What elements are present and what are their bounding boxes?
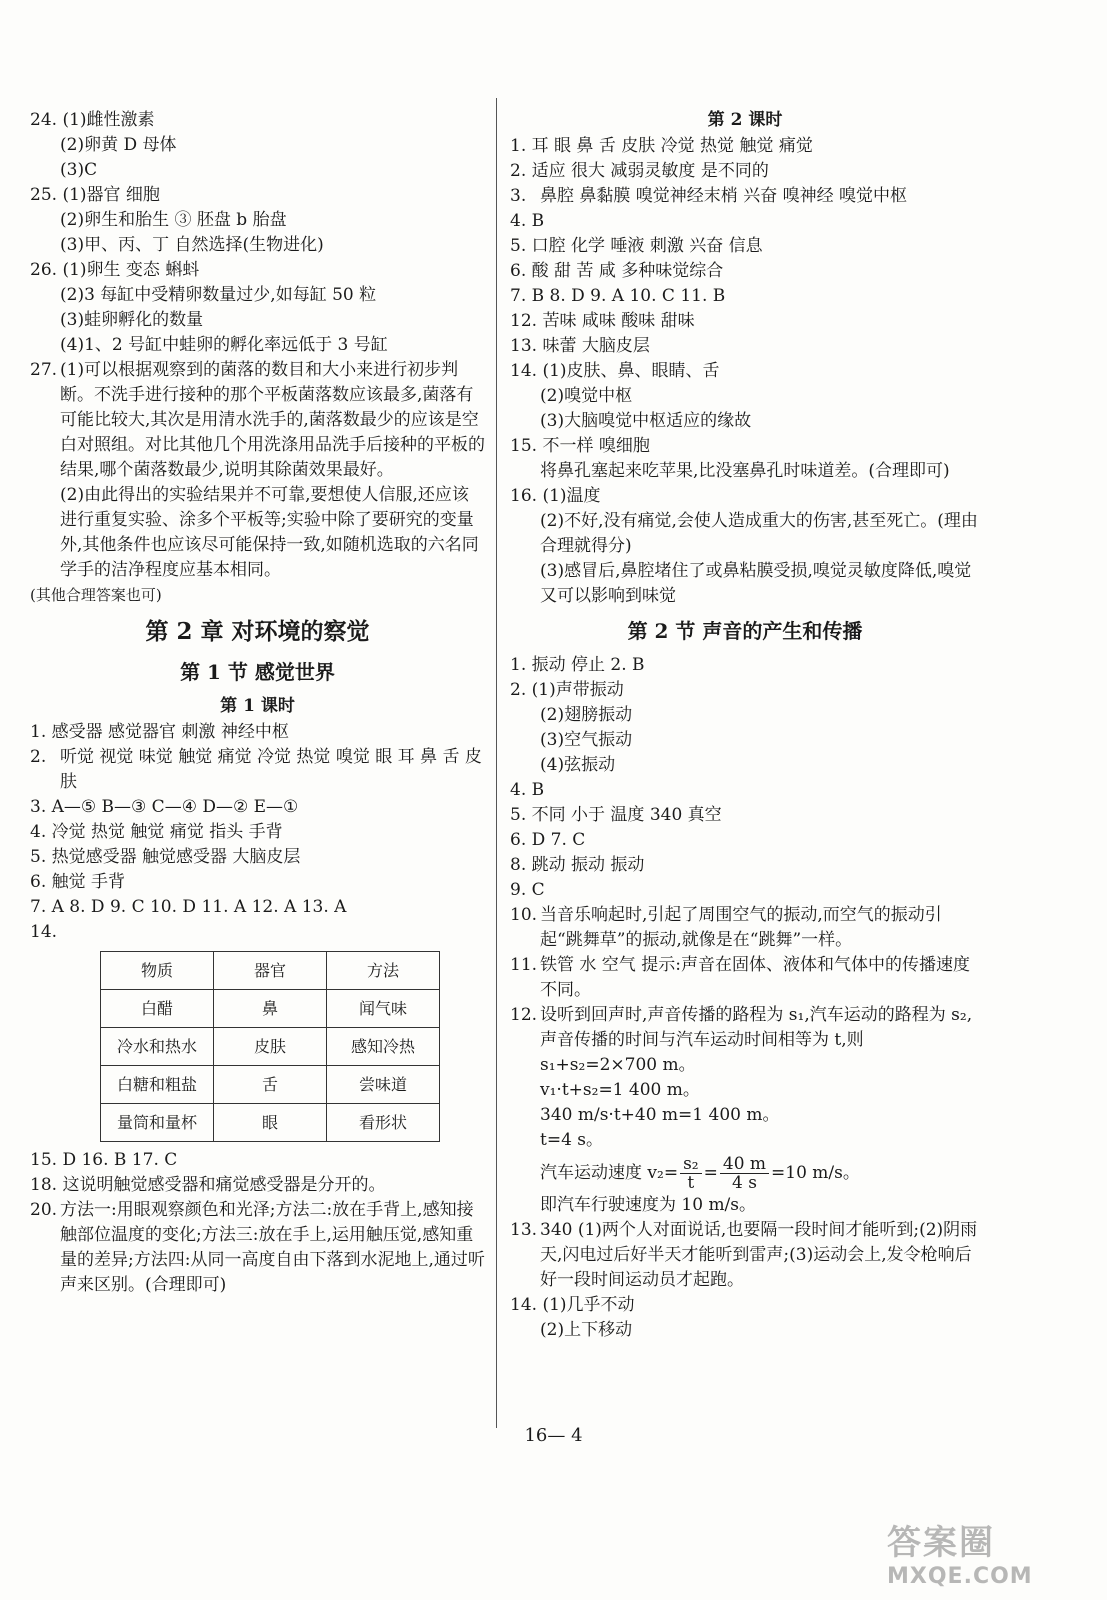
item-number: 13. bbox=[510, 1220, 538, 1240]
watermark-url: MXQE.COM bbox=[887, 1564, 1033, 1589]
speed-formula bbox=[540, 1153, 980, 1193]
answer-line: 26. (1)卵生 变态 蝌蚪 bbox=[30, 260, 200, 280]
table-cell: 感知冷热 bbox=[327, 1028, 440, 1066]
answer-text: 鼻腔 鼻黏膜 嗅觉神经末梢 兴奋 嗅神经 嗅觉中枢 bbox=[540, 186, 908, 206]
answer-paragraph: (2)由此得出的实验结果并不可靠,要想使人信服,还应该进行重复实验、涂多个平板等;实验中除了要研究的变量外,其他条件也应该尽可能保持一致,如随机选取的六名同学手的洁净程度应基本相同。 bbox=[60, 485, 479, 580]
table-cell: 闻气味 bbox=[327, 990, 440, 1028]
answer-line: 3. A—⑤ B—③ C—④ D—② E—① bbox=[30, 797, 299, 817]
answer-line: (4)1、2 号缸中蛙卵的孵化率远低于 3 号缸 bbox=[60, 335, 388, 355]
answer-line: 8. 跳动 振动 振动 bbox=[510, 855, 645, 875]
answer-line: (2)嗅觉中枢 bbox=[540, 386, 633, 406]
table-row bbox=[101, 990, 440, 1028]
item-number: 27. bbox=[30, 360, 58, 380]
answer-item-13 bbox=[510, 1218, 980, 1293]
answer-line: 24. (1)雌性激素 bbox=[30, 110, 155, 130]
answer-line: 14. (1)几乎不动 bbox=[510, 1295, 635, 1315]
table-cell: 白醋 bbox=[101, 990, 214, 1028]
answer-line: 7. B 8. D 9. A 10. C 11. B bbox=[510, 286, 726, 306]
answer-line: 14. (1)皮肤、鼻、眼睛、舌 bbox=[510, 361, 720, 381]
section-title: 第 1 节 感觉世界 bbox=[180, 660, 335, 684]
answer-text: 当音乐响起时,引起了周围空气的振动,而空气的振动引起“跳舞草”的振动,就像是在“跳舞”一样。 bbox=[540, 905, 942, 950]
right-column bbox=[510, 108, 980, 1343]
table-cell: 鼻 bbox=[214, 990, 327, 1028]
equation-line: t=4 s。 bbox=[540, 1130, 604, 1150]
table-cell: 尝味道 bbox=[327, 1066, 440, 1104]
table-row bbox=[101, 1028, 440, 1066]
answer-line: (3)甲、丙、丁 自然选择(生物进化) bbox=[60, 235, 324, 255]
answer-line: 1. 感受器 感觉器官 刺激 神经中枢 bbox=[30, 722, 289, 742]
item-number: 10. bbox=[510, 905, 538, 925]
answer-note: (其他合理答案也可) bbox=[30, 586, 162, 604]
answer-line: 即汽车行驶速度为 10 m/s。 bbox=[540, 1195, 757, 1215]
answer-line: (3)蛙卵孵化的数量 bbox=[60, 310, 204, 330]
column-divider bbox=[496, 98, 497, 1428]
answer-line: (3)大脑嗅觉中枢适应的缘故 bbox=[540, 411, 752, 431]
answer-line: 6. 触觉 手背 bbox=[30, 872, 126, 892]
table-cell: 皮肤 bbox=[214, 1028, 327, 1066]
answer-line: 4. 冷觉 热觉 触觉 痛觉 指头 手背 bbox=[30, 822, 283, 842]
table-cell: 眼 bbox=[214, 1104, 327, 1142]
table-cell: 舌 bbox=[214, 1066, 327, 1104]
item-number: 2. bbox=[30, 747, 47, 767]
fraction bbox=[720, 1155, 769, 1192]
table-cell: 白糖和粗盐 bbox=[101, 1066, 214, 1104]
senses-table bbox=[100, 951, 440, 1142]
table-header-cell: 物质 bbox=[101, 952, 214, 990]
answer-line: (3)C bbox=[60, 160, 98, 180]
answer-line: 5. 不同 小于 温度 340 真空 bbox=[510, 805, 722, 825]
answer-line: 13. 味蕾 大脑皮层 bbox=[510, 336, 650, 356]
answer-text: (2)不好,没有痛觉,会使人造成重大的伤害,甚至死亡。(理由合理就得分) bbox=[540, 511, 978, 556]
answer-line: (2)3 每缸中受精卵数量过少,如每缸 50 粒 bbox=[60, 285, 377, 305]
answer-line: 9. C bbox=[510, 880, 545, 900]
answer-line: 1. 振动 停止 2. B bbox=[510, 655, 645, 675]
watermark-text: 答案圈 bbox=[887, 1523, 995, 1563]
item-number: 3. bbox=[510, 186, 527, 206]
table-cell: 看形状 bbox=[327, 1104, 440, 1142]
answer-item-20 bbox=[30, 1198, 485, 1298]
answer-item-11 bbox=[510, 953, 980, 1003]
answer-line: 12. 苦味 咸味 酸味 甜味 bbox=[510, 311, 695, 331]
lesson-title: 第 2 课时 bbox=[707, 110, 783, 130]
equation-line: v₁·t+s₂=1 400 m。 bbox=[540, 1080, 700, 1100]
answer-line: 15. 不一样 嗅细胞 bbox=[510, 436, 650, 456]
answer-line: 18. 这说明触觉感受器和痛觉感受器是分开的。 bbox=[30, 1175, 386, 1195]
answer-text: 设听到回声时,声音传播的路程为 s₁,汽车运动的路程为 s₂,声音传播的时间与汽车运动时间相等为 t,则 bbox=[540, 1005, 973, 1050]
answer-line: (2)翅膀振动 bbox=[540, 705, 633, 725]
answer-line: (2)卵黄 D 母体 bbox=[60, 135, 177, 155]
answer-line: (2)上下移动 bbox=[540, 1320, 633, 1340]
lesson-title: 第 1 课时 bbox=[220, 696, 295, 716]
table-cell: 量筒和量杯 bbox=[101, 1104, 214, 1142]
table-cell: 冷水和热水 bbox=[101, 1028, 214, 1066]
answer-line: 16. (1)温度 bbox=[510, 486, 601, 506]
table-row bbox=[101, 1066, 440, 1104]
answer-item-2 bbox=[30, 745, 485, 795]
answer-text: 铁管 水 空气 提示:声音在固体、液体和气体中的传播速度不同。 bbox=[540, 955, 970, 1000]
answer-text: 340 (1)两个人对面说话,也要隔一段时间才能听到;(2)阴雨天,闪电过后好半天才能听到雷声;(3)运动会上,发令枪响后好一段时间运动员才起跑。 bbox=[540, 1220, 978, 1290]
answer-line: 14. bbox=[30, 922, 58, 942]
watermark-logo bbox=[887, 1515, 1087, 1595]
answer-line: 2. (1)声带振动 bbox=[510, 680, 624, 700]
answer-text: 方法一:用眼观察颜色和光泽;方法二:放在手背上,感知接触部位温度的变化;方法三:放在手上,运用触压觉,感知重量的差异;方法四:从同一高度自由下落到水泥地上,通过听声来区别。(合理即可) bbox=[60, 1200, 485, 1295]
formula-label: 汽车运动速度 v₂= bbox=[540, 1163, 679, 1183]
answer-line: 15. D 16. B 17. C bbox=[30, 1150, 178, 1170]
answer-line: 7. A 8. D 9. C 10. D 11. A 12. A 13. A bbox=[30, 897, 347, 917]
answer-line: (4)弦振动 bbox=[540, 755, 616, 775]
fraction bbox=[680, 1155, 702, 1192]
answer-line: 25. (1)器官 细胞 bbox=[30, 185, 160, 205]
page-number: 16— 4 bbox=[524, 1425, 583, 1446]
answer-line: 5. 热觉感受器 触觉感受器 大脑皮层 bbox=[30, 847, 301, 867]
answer-paragraph: (1)可以根据观察到的菌落的数目和大小来进行初步判断。不洗手进行接种的那个平板菌落数应该最多,菌落有可能比较大,其次是用清水洗手的,菌落数最少的应该是空白对照组。对比其他几个用洗涤用品洗手后接种的平板的结果,哪个菌落数最少,说明其除菌效果最好。 bbox=[60, 360, 485, 480]
answer-item-27 bbox=[30, 358, 485, 583]
answer-text: 将鼻孔塞起来吃苹果,比没塞鼻孔时味道差。(合理即可) bbox=[540, 461, 950, 481]
equation-line: s₁+s₂=2×700 m。 bbox=[540, 1055, 696, 1075]
fraction-denominator: t bbox=[687, 1173, 695, 1193]
answer-line: 6. 酸 甜 苦 咸 多种味觉综合 bbox=[510, 261, 724, 281]
section-title: 第 2 节 声音的产生和传播 bbox=[627, 619, 863, 643]
equation-line: 340 m/s·t+40 m=1 400 m。 bbox=[540, 1105, 780, 1125]
table-row bbox=[101, 1104, 440, 1142]
answer-line: 4. B bbox=[510, 211, 545, 231]
table-header-row bbox=[101, 952, 440, 990]
left-column bbox=[30, 108, 485, 1298]
item-number: 12. bbox=[510, 1005, 538, 1025]
table-header-cell: 器官 bbox=[214, 952, 327, 990]
table-header-cell: 方法 bbox=[327, 952, 440, 990]
fraction-numerator: 40 m bbox=[720, 1155, 769, 1174]
answer-text: 听觉 视觉 味觉 触觉 痛觉 冷觉 热觉 嗅觉 眼 耳 鼻 舌 皮肤 bbox=[60, 747, 482, 792]
chapter-title: 第 2 章 对环境的察觉 bbox=[145, 618, 370, 645]
answer-line: 1. 耳 眼 鼻 舌 皮肤 冷觉 热觉 触觉 痛觉 bbox=[510, 136, 813, 156]
answer-item-3 bbox=[510, 184, 980, 209]
answer-text: (3)感冒后,鼻腔堵住了或鼻粘膜受损,嗅觉灵敏度降低,嗅觉又可以影响到味觉 bbox=[540, 561, 972, 606]
answer-line: (3)空气振动 bbox=[540, 730, 633, 750]
formula-result: =10 m/s。 bbox=[771, 1163, 860, 1183]
answer-item-12 bbox=[510, 1003, 980, 1218]
equals-sign: = bbox=[703, 1163, 718, 1183]
answer-line: (2)卵生和胎生 ③ 胚盘 b 胎盘 bbox=[60, 210, 287, 230]
answer-line: 5. 口腔 化学 唾液 刺激 兴奋 信息 bbox=[510, 236, 763, 256]
answer-item-10 bbox=[510, 903, 980, 953]
item-number: 11. bbox=[510, 955, 538, 975]
answer-line: 2. 适应 很大 减弱灵敏度 是不同的 bbox=[510, 161, 769, 181]
fraction-denominator: 4 s bbox=[731, 1173, 757, 1193]
answer-line: 6. D 7. C bbox=[510, 830, 586, 850]
item-number: 20. bbox=[30, 1200, 58, 1220]
fraction-numerator: s₂ bbox=[680, 1155, 702, 1174]
answer-line: 4. B bbox=[510, 780, 545, 800]
